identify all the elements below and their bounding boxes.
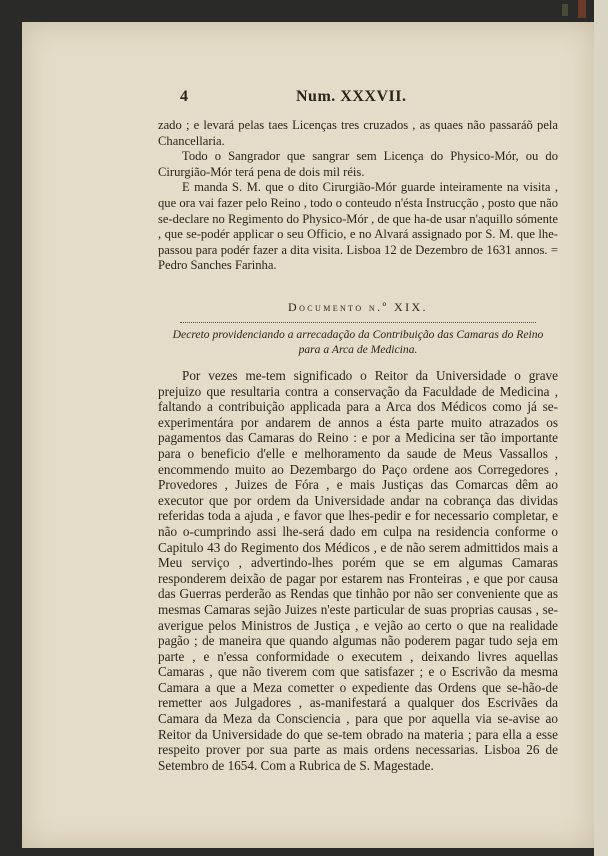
document-subtitle: Decreto providenciando a arrecadação da Contribuição das Camaras do Reino para a Arca de Medicina.	[172, 328, 544, 356]
running-title: Num. XXXVII.	[296, 88, 407, 105]
page-header	[158, 88, 558, 112]
paragraph-continuation: zado ; e levará pelas taes Licenças tres cruzados , as quaes não passaráõ pela Chancellaria.	[158, 118, 558, 148]
paragraph-sangrador: Todo o Sangrador que sangrar sem Licença do Physico-Mór, ou do Cirurgião-Mór terá pena de dois mil réis.	[158, 149, 558, 179]
right-edge-strip	[594, 0, 608, 856]
page-tab-marker-dark	[562, 4, 568, 16]
decree-body: Por vezes me-tem significado o Reitor da Universidade o grave prejuizo que resultaria contra a conservação da Faculdade de Medicina , faltando a contribuição applicada para a Arca dos Médicos como já se-experimentára por andarem de annos a ésta parte muito atrazados os pagamentos das Camaras do Reino : e por a Medicina ser tão importante para o beneficio d'elle e melhoramento da saude de Meus Vassallos , encommendo muito ao Dezembargo do Paço ordene aos Corregedores , Provedores , Juizes de Fóra , e mais Justiças das Comarcas dêm ao executor que por ordem da Universidade andar na cobrança das dividas referidas toda a ajuda , e favor que lhes-pedir e for necessario completar, e não o-cumprindo assi lhe-será dado em culpa na residencia conforme o Capitulo 43 do Regimento dos Médicos , e de não serem admittidos mais a Meu serviço , advertindo-lhes porém que se em algumas Camaras responderem deixão de pagar por estarem nas Fronteiras , e que por causa das Guerras perderão as Rendas que tinhão por não ser conveniente que as mesmas Camaras sejão Juizes n'este particular de suas proprias causas , se-averigue pelos Ministros de Justiça , e vejão ao certo o que na realidade pagão ; de maneira que quando algumas não poderem pagar tudo seja em parte , e n'essa conformidade o executem , deixando livres aquellas Camaras , que não tiverem com que satisfazer ; e o Escrivão da mesma Camara a que a Meza cometter o expediente das Ordens que se-hão-de remetter aos Julgadores , as-manifestará a qualquer dos Escrivães da Camara da Meza da Consciencia , para que por aquella via se-avise ao Reitor da Universidade do que se-tem obrado na materia ; para ella a esse respeito prover por sua parte as mais ordens necessarias. Lisboa 26 de Setembro de 1654. Com a Rubrica de S. Magestade.	[158, 368, 558, 773]
preceding-text	[158, 118, 558, 274]
page-number: 4	[180, 88, 188, 105]
paragraph-visita: E manda S. M. que o dito Cirurgião-Mór guarde inteiramente na visita , que ora vai fazer pelo Reino , todo o conteudo n'ésta Instrucção , posto que não se-declare no Regimento do Physico-Mór , de que ha-de usar n'aquillo sómente , que se-podér applicar o seu Officio, e no Alvará assignado por S. M. que lhe-passou para podér fazer a dita visita. Lisboa 12 de Dezembro de 1631 annos. = Pedro Sanches Farinha.	[158, 180, 558, 273]
document-page	[22, 22, 594, 848]
page-tab-marker	[578, 0, 586, 18]
document-title: Documento n.º XIX.	[288, 300, 428, 314]
title-rule	[180, 322, 536, 323]
